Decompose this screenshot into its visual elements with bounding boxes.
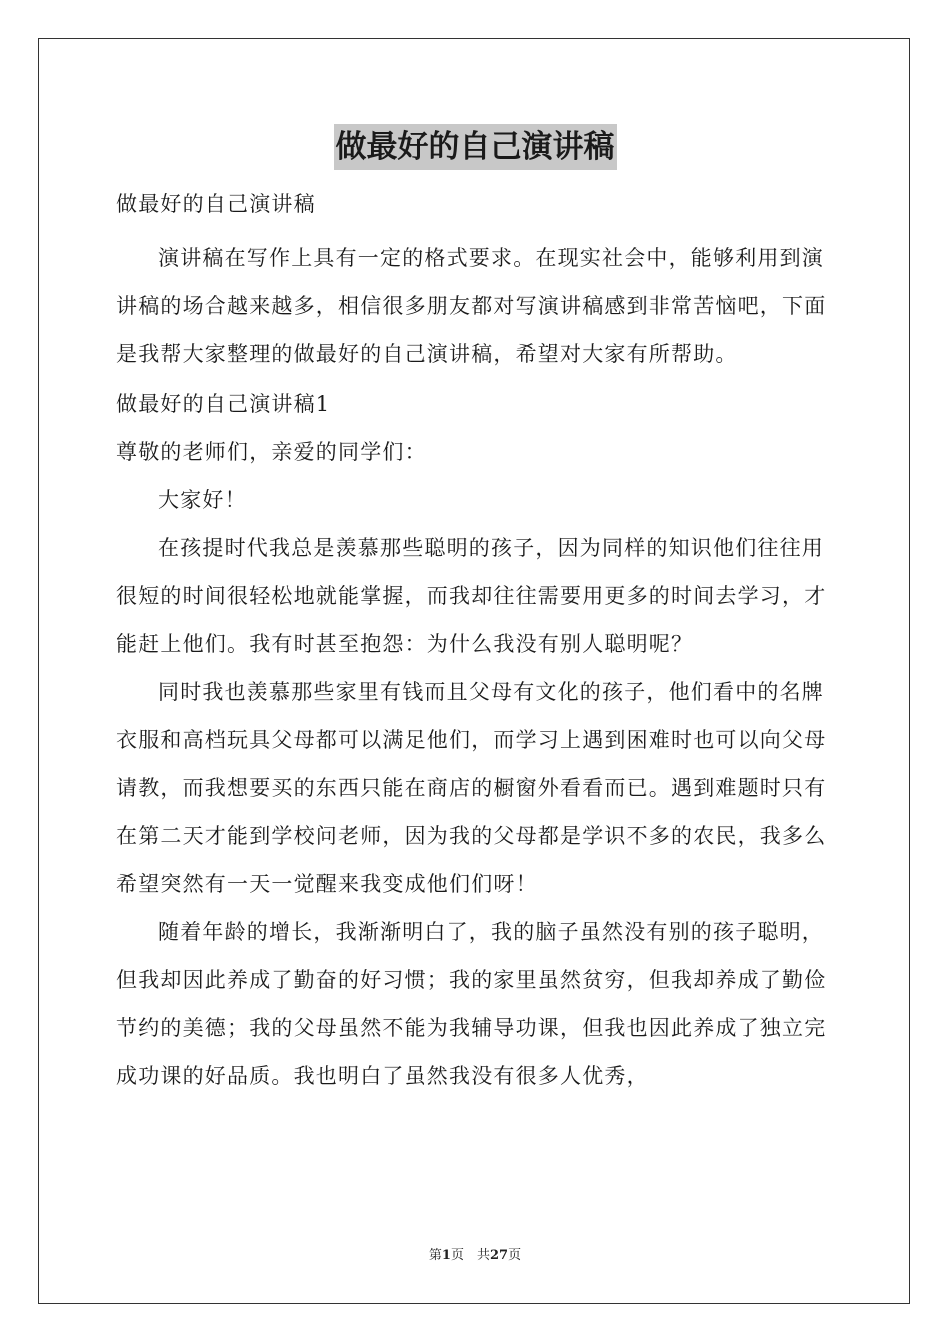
body-paragraph: 同时我也羡慕那些家里有钱而且父母有文化的孩子，他们看中的名牌衣服和高档玩具父母都可以满足他们，而学习上遇到困难时也可以向父母请教，而我想要买的东西只能在商店的橱窗外看看而已。遇到难题时只有在第二天才能到学校问老师，因为我的父母都是学识不多的农民，我多么希望突然有一天一觉醒来我变成他们们呀！ bbox=[116, 680, 827, 896]
document-body bbox=[116, 180, 834, 1100]
body-paragraph: 在孩提时代我总是羡慕那些聪明的孩子，因为同样的知识他们往往用很短的时间很轻松地就能掌握，而我却往往需要用更多的时间去学习，才能赶上他们。我有时甚至抱怨：为什么我没有别人聪明呢？ bbox=[116, 536, 827, 656]
total-page-count: 27 bbox=[489, 1248, 509, 1263]
section-heading: 做最好的自己演讲稿1 bbox=[116, 392, 331, 416]
page-mid: 页 共 bbox=[450, 1248, 490, 1263]
page-suffix: 页 bbox=[508, 1248, 522, 1263]
current-page-number: 1 bbox=[441, 1248, 451, 1263]
title-container bbox=[0, 124, 950, 170]
salutation: 尊敬的老师们，亲爱的同学们： bbox=[116, 440, 427, 464]
document-title: 做最好的自己演讲稿 bbox=[334, 124, 617, 170]
intro-paragraph: 演讲稿在写作上具有一定的格式要求。在现实社会中，能够利用到演讲稿的场合越来越多，相信很多朋友都对写演讲稿感到非常苦恼吧，下面是我帮大家整理的做最好的自己演讲稿，希望对大家有所帮助。 bbox=[116, 246, 827, 366]
page-footer bbox=[0, 1244, 950, 1263]
greeting: 大家好！ bbox=[158, 488, 247, 512]
subtitle-paragraph: 做最好的自己演讲稿 bbox=[116, 192, 316, 216]
page-prefix: 第 bbox=[428, 1248, 442, 1263]
body-paragraph: 随着年龄的增长，我渐渐明白了，我的脑子虽然没有别的孩子聪明，但我却因此养成了勤奋的好习惯；我的家里虽然贫穷，但我却养成了勤俭节约的美德；我的父母虽然不能为我辅导功课，但我也因此养成了独立完成功课的好品质。我也明白了虽然我没有很多人优秀， bbox=[116, 920, 827, 1088]
